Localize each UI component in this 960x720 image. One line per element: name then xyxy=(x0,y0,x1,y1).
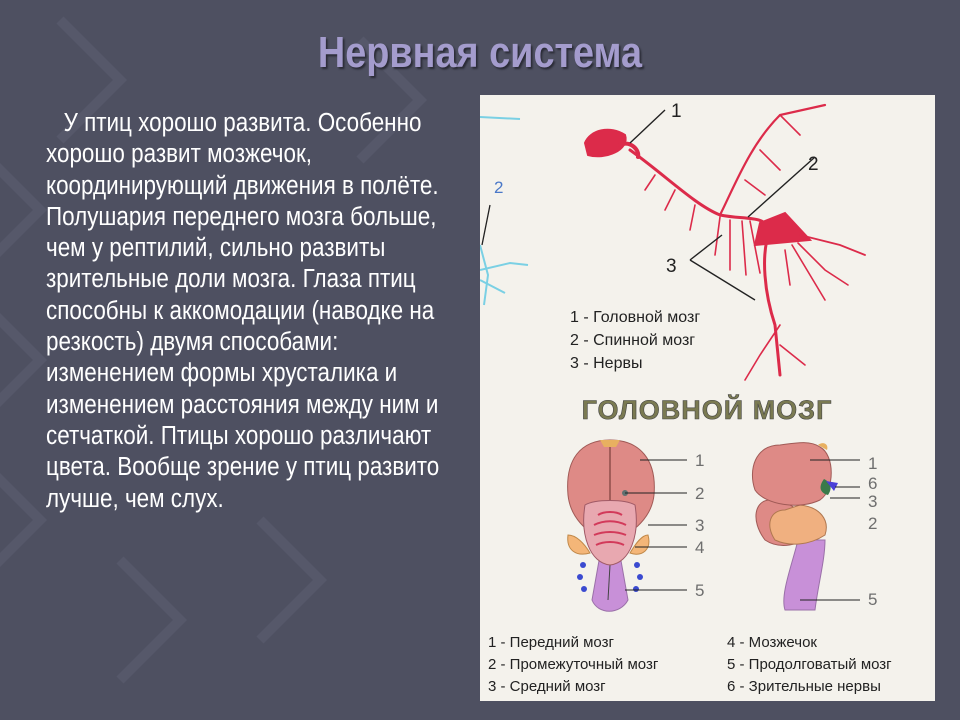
legend-left-2: 2 - Промежуточный мозг xyxy=(488,656,659,673)
top-legend-3: 3 - Нервы xyxy=(570,355,643,372)
legend-right-2: 5 - Продолговатый мозг xyxy=(727,656,892,673)
slide-title: Нервная система xyxy=(317,28,643,77)
legend-left-1: 1 - Передний мозг xyxy=(488,634,614,651)
legend-right-3: 6 - Зрительные нервы xyxy=(727,678,881,695)
top-legend-2: 2 - Спинной мозг xyxy=(570,332,696,349)
bottom-legend-right xyxy=(727,634,892,695)
label-2: 2 xyxy=(808,154,819,175)
dorsal-num-5: 5 xyxy=(695,581,705,600)
label-1: 1 xyxy=(671,101,682,122)
top-legend xyxy=(570,309,700,372)
brain-lateral-view xyxy=(752,443,838,610)
legend-right-1: 4 - Мозжечок xyxy=(727,634,817,651)
lateral-num-1: 1 xyxy=(868,454,878,473)
brain-dorsal-view xyxy=(568,440,655,611)
lateral-num-3: 3 xyxy=(868,492,878,511)
nervous-system-figure xyxy=(480,95,935,701)
lateral-num-6: 6 xyxy=(868,474,878,493)
cyan-wing-fragment xyxy=(480,117,528,305)
legend-left-3: 3 - Средний мозг xyxy=(488,678,606,695)
lateral-numbers xyxy=(868,454,877,609)
lateral-num-2: 2 xyxy=(868,514,878,533)
dorsal-numbers xyxy=(695,451,704,600)
callout-arrows xyxy=(630,110,815,300)
label-3: 3 xyxy=(666,256,677,277)
side-label-2: 2 xyxy=(494,178,504,197)
lateral-num-5: 5 xyxy=(868,590,878,609)
slide-body-text: У птиц хорошо развита. Особенно хорошо развит мозжечок, координирующий движения в полёте. Полушария переднего мозга больше, чем у рептилий, сильно развиты зрительные доли мозга. Глаза птиц способны к аккомодации (наводке на резкость) двумя способами: изменением формы хрусталика и изменением расстояния между ним и сетчаткой. Птицы хорошо различают цвета. Вообще зрение у птиц развито лучше, чем слух. xyxy=(46,109,440,513)
bottom-legend-left xyxy=(488,634,659,695)
top-legend-1: 1 - Головной мозг xyxy=(570,309,701,326)
dorsal-num-1: 1 xyxy=(695,451,705,470)
dorsal-num-4: 4 xyxy=(695,538,705,557)
dorsal-num-3: 3 xyxy=(695,516,705,535)
dorsal-num-2: 2 xyxy=(695,484,705,503)
brain-heading: ГОЛОВНОЙ МОЗГ xyxy=(581,395,833,425)
